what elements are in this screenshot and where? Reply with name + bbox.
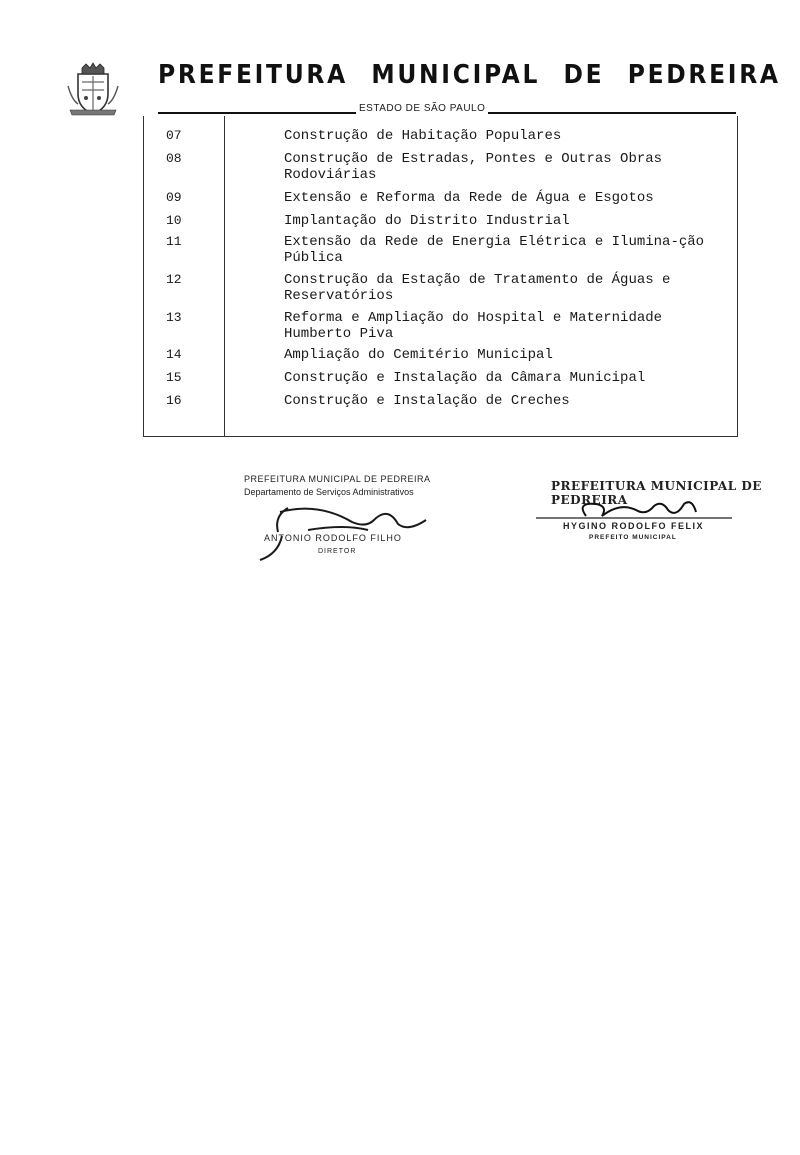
item-number: 10 xyxy=(166,213,182,228)
left-signature-scribble-icon xyxy=(248,496,438,566)
item-description: Ampliação do Cemitério Municipal xyxy=(284,347,553,363)
item-number: 11 xyxy=(166,234,182,249)
item-number: 08 xyxy=(166,151,182,166)
item-number: 09 xyxy=(166,190,182,205)
item-description: Construção e Instalação da Câmara Municipal xyxy=(284,370,646,386)
item-number: 14 xyxy=(166,347,182,362)
item-description: Implantação do Distrito Industrial xyxy=(284,213,570,229)
item-description: Construção da Estação de Tratamento de Águas e Reservatórios xyxy=(284,272,671,304)
right-signatory-role: PREFEITO MUNICIPAL xyxy=(589,534,677,541)
title-word: PEDREIRA xyxy=(627,60,781,90)
item-number: 12 xyxy=(166,272,182,287)
title-word: MUNICIPAL xyxy=(371,60,541,90)
title-word: DE xyxy=(563,60,605,90)
right-signatory-name: HYGINO RODOLFO FELIX xyxy=(563,521,705,531)
left-signatory-role: DIRETOR xyxy=(318,548,357,555)
left-stamp-department: Departamento de Serviços Administrativos xyxy=(244,487,414,497)
item-description: Extensão da Rede de Energia Elétrica e Ilumina-ção Pública xyxy=(284,234,705,266)
item-number: 13 xyxy=(166,310,182,325)
item-description: Construção de Estradas, Pontes e Outras Obras Rodoviárias xyxy=(284,151,663,183)
item-number: 15 xyxy=(166,370,182,385)
item-description: Extensão e Reforma da Rede de Água e Esgotos xyxy=(284,190,654,206)
title-word: PREFEITURA xyxy=(158,60,348,90)
right-stamp-org: PREFEITURA MUNICIPAL DE PEDREIRA xyxy=(551,479,762,507)
item-description: Construção e Instalação de Creches xyxy=(284,393,570,409)
table-column-divider xyxy=(224,116,225,436)
page-subtitle: ESTADO DE SÃO PAULO xyxy=(356,103,488,114)
item-number: 07 xyxy=(166,128,182,143)
page-title xyxy=(158,60,781,90)
item-description: Reforma e Ampliação do Hospital e Maternidade Humberto Piva xyxy=(284,310,663,342)
item-number: 16 xyxy=(166,393,182,408)
left-signatory-name: ANTONIO RODOLFO FILHO xyxy=(264,533,402,543)
municipal-crest-icon xyxy=(64,60,122,118)
item-description: Construção de Habitação Populares xyxy=(284,128,562,144)
left-stamp-org: PREFEITURA MUNICIPAL DE PEDREIRA xyxy=(244,474,431,484)
